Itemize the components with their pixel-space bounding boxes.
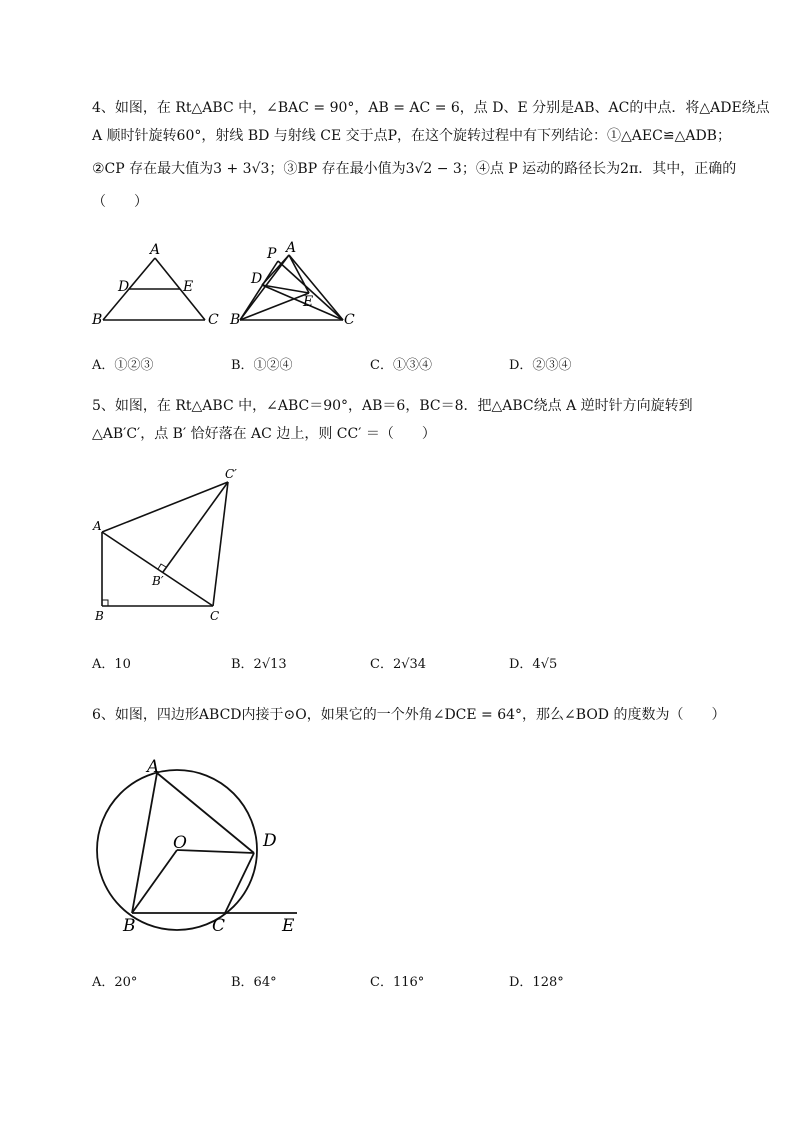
q4-option-d: D．②③④: [509, 358, 572, 373]
q5-text-line1: 5、如图，在 Rt△ABC 中，∠ABC＝90°，AB＝6，BC＝8．把△ABC绕点 A 逆时针方向旋转到: [92, 398, 693, 414]
q4-text-line2: A 顺时针旋转60°，射线 BD 与射线 CE 交于点P，在这个旋转过程中有下列结论：①△AEC≌△ADB；: [92, 128, 731, 144]
q6-label-o: O: [173, 833, 187, 853]
q5-option-a: A．10: [92, 657, 131, 672]
q4-fig1-label-b: B: [92, 312, 103, 328]
q6-option-b: B．64°: [231, 975, 277, 990]
q6-label-a: A: [147, 757, 160, 777]
q4-text-line4: （ ）: [92, 194, 148, 210]
q5-label-a: A: [93, 519, 102, 533]
q5-option-d: D．4√5: [509, 657, 558, 672]
q6-label-e: E: [282, 916, 295, 936]
q4-option-a: A．①②③: [92, 358, 154, 373]
q4-text-line1: 4、如图，在 Rt△ABC 中，∠BAC = 90°，AB = AC = 6，点 D、E 分别是AB、AC的中点．将△ADE绕点: [92, 100, 770, 116]
q4-fig1-label-a: A: [150, 242, 161, 258]
q6-option-c: C．116°: [370, 975, 425, 990]
q5-label-c: C: [210, 609, 220, 623]
q5-option-c: C．2√34: [370, 657, 427, 672]
q5-label-cprime: C′: [225, 467, 237, 481]
q5-text-line2: △AB′C′，点 B′ 恰好落在 AC 边上，则 CC′ ＝（ ）: [92, 426, 436, 442]
q5-option-b: B．2√13: [231, 657, 287, 672]
q4-fig1-label-d: D: [118, 279, 130, 295]
q4-text-line3: ②CP 存在最大值为3 + 3√3；③BP 存在最小值为3√2 − 3；④点 P 运动的路径长为2π．其中，正确的: [92, 161, 737, 177]
q4-fig2-label-b: B: [230, 312, 241, 328]
q6-label-b: B: [123, 916, 136, 936]
q4-fig2-label-d: D: [251, 271, 263, 287]
q4-fig1-label-e: E: [183, 279, 194, 295]
q4-option-b: B．①②④: [231, 358, 293, 373]
q4-fig2-label-p: P: [267, 246, 277, 262]
q4-fig1-label-c: C: [208, 312, 219, 328]
q5-label-bprime: B′: [152, 574, 164, 588]
q4-option-c: C．①③④: [370, 358, 432, 373]
q4-fig2-label-a: A: [286, 240, 297, 256]
q4-fig2-label-c: C: [344, 312, 355, 328]
q5-label-b: B: [95, 609, 104, 623]
q6-text-line1: 6、如图，四边形ABCD内接于⊙O，如果它的一个外角∠DCE = 64°，那么∠BOD 的度数为（ ）: [92, 707, 726, 723]
q6-label-d: D: [263, 831, 277, 851]
q6-label-c: C: [212, 916, 226, 936]
q6-option-a: A．20°: [92, 975, 138, 990]
q6-option-d: D．128°: [509, 975, 564, 990]
q4-fig2-label-e: E: [303, 294, 314, 310]
